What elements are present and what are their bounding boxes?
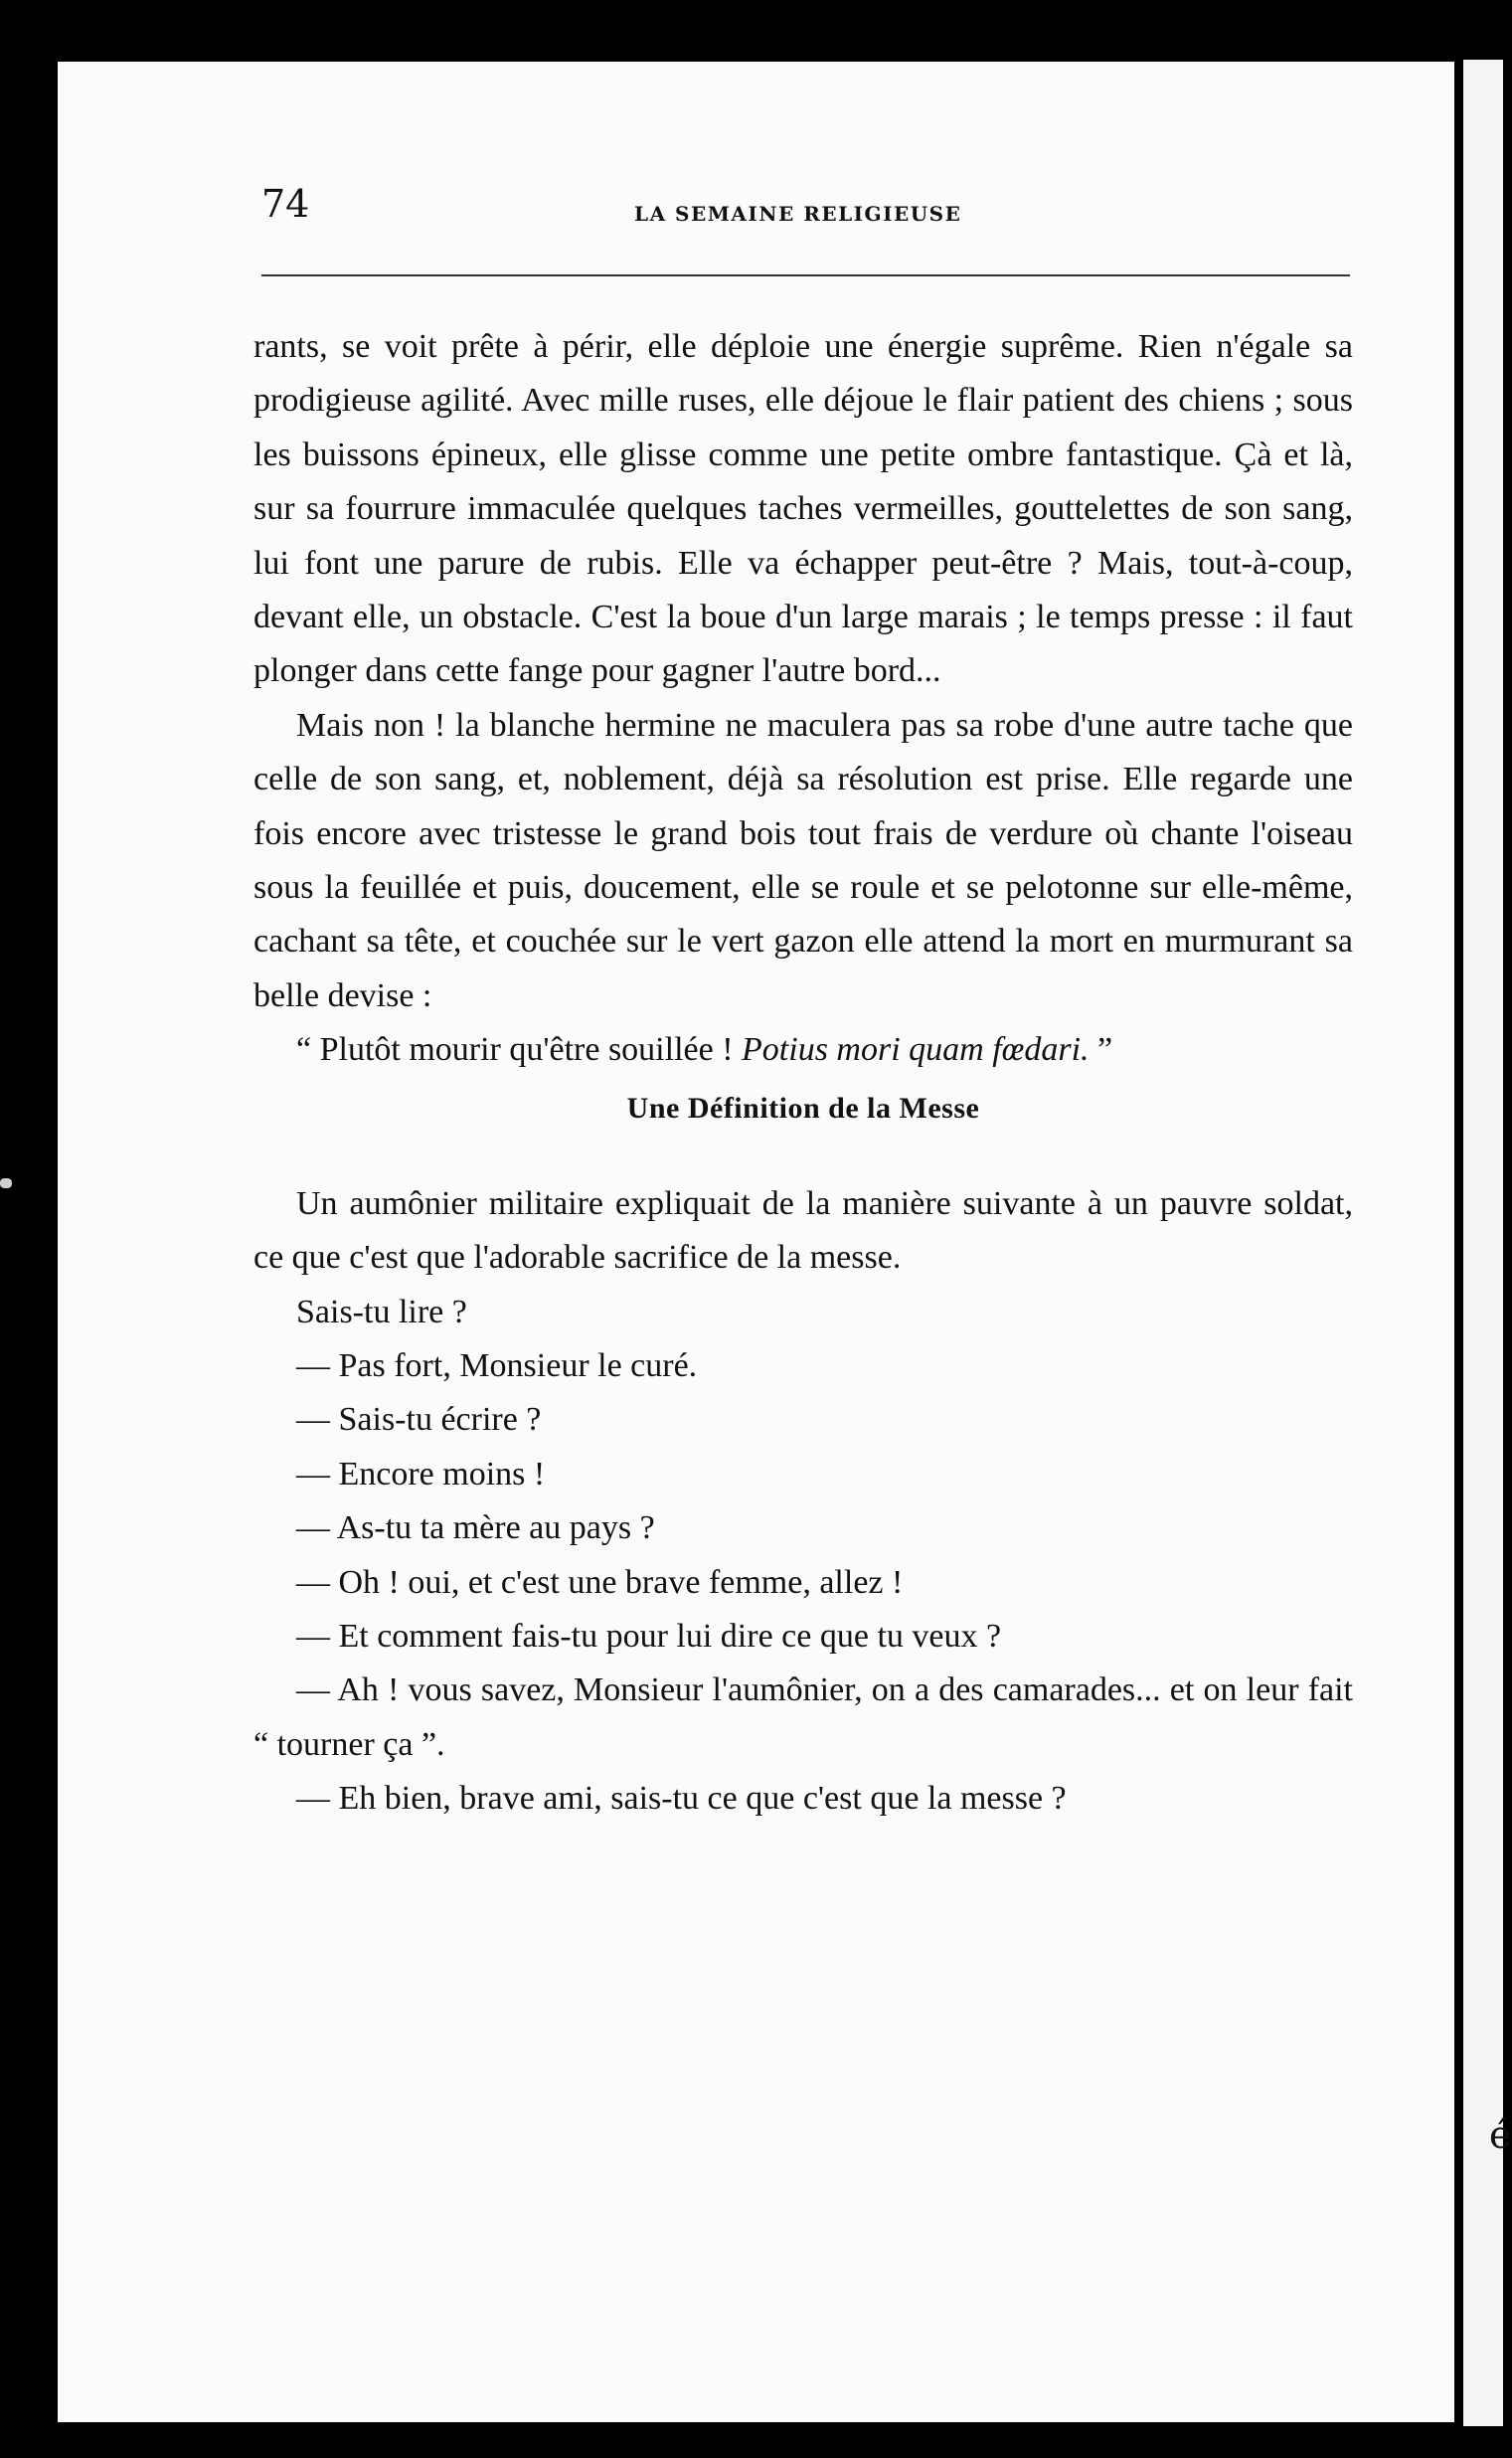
paragraph-chaplain: Un aumônier militaire expliquait de la manière suivante à un pauvre soldat, ce que c'est que l'adorable sacrifice de la messe. [253,1184,1353,1277]
dialogue [253,1286,1353,1827]
dialogue-line: — Eh bien, brave ami, sais-tu ce que c'est que la messe ? [296,1780,1067,1818]
motto-close: ” [1089,1031,1113,1069]
dialogue-line: — As-tu ta mère au pays ? [296,1509,655,1547]
adjacent-page-letter: é [1489,2113,1512,2157]
running-title: LA SEMAINE RELIGIEUSE [634,202,962,226]
motto-french: “ Plutôt mourir qu'être souillée ! [296,1031,743,1069]
header-rule [261,274,1350,276]
dialogue-line: Sais-tu lire ? [296,1293,467,1330]
dialogue-line: — Oh ! oui, et c'est une brave femme, allez ! [296,1563,904,1601]
paragraph-continuation: rants, se voit prête à périr, elle déploie une énergie suprême. Rien n'égale sa prodigieuse agilité. Avec mille ruses, elle déjoue le flair patient des chiens ; sous les buissons épineux, elle glisse comme une petite ombre fantastique. Çà et là, sur sa fourrure immaculée quelques taches vermeilles, gouttelettes de son sang, lui font une parure de rubis. Elle va échapper peut-être ? Mais, tout-à-coup, devant elle, un obstacle. C'est la boue d'un large marais ; le temps presse : il faut plonger dans cette fange pour gagner l'autre bord... [253,328,1353,690]
dialogue-line: — Sais-tu écrire ? [296,1401,542,1439]
adjacent-page-edge [1463,60,1503,2426]
dialogue-line: — Encore moins ! [296,1455,546,1492]
page-number: 74 [261,182,310,226]
dialogue-line: — Ah ! vous savez, Monsieur l'aumônier, on a des camarades... et on leur fait “ tourner ça ”. [253,1671,1353,1763]
paragraph-ermine: Mais non ! la blanche hermine ne maculera pas sa robe d'une autre tache que celle de son sang, et, noblement, déjà sa résolution est prise. Elle regarde une fois encore avec tristesse le grand bois tout frais de verdure où chante l'oiseau sous la feuillée et puis, doucement, elle se roule et se pelotonne sur elle-même, cachant sa tête, et couchée sur le vert gazon elle attend la mort en murmurant sa belle devise : [253,706,1353,1014]
motto-latin: Potius mori quam fœdari. [742,1031,1090,1069]
motto-quote [253,1023,1353,1077]
section-title: Une Définition de la Messe [626,1091,980,1125]
page-body [253,320,1353,1827]
dialogue-line: — Pas fort, Monsieur le curé. [296,1346,698,1384]
scan-edge-mark [0,1178,12,1188]
dialogue-line: — Et comment fais-tu pour lui dire ce que tu veux ? [296,1617,1002,1655]
